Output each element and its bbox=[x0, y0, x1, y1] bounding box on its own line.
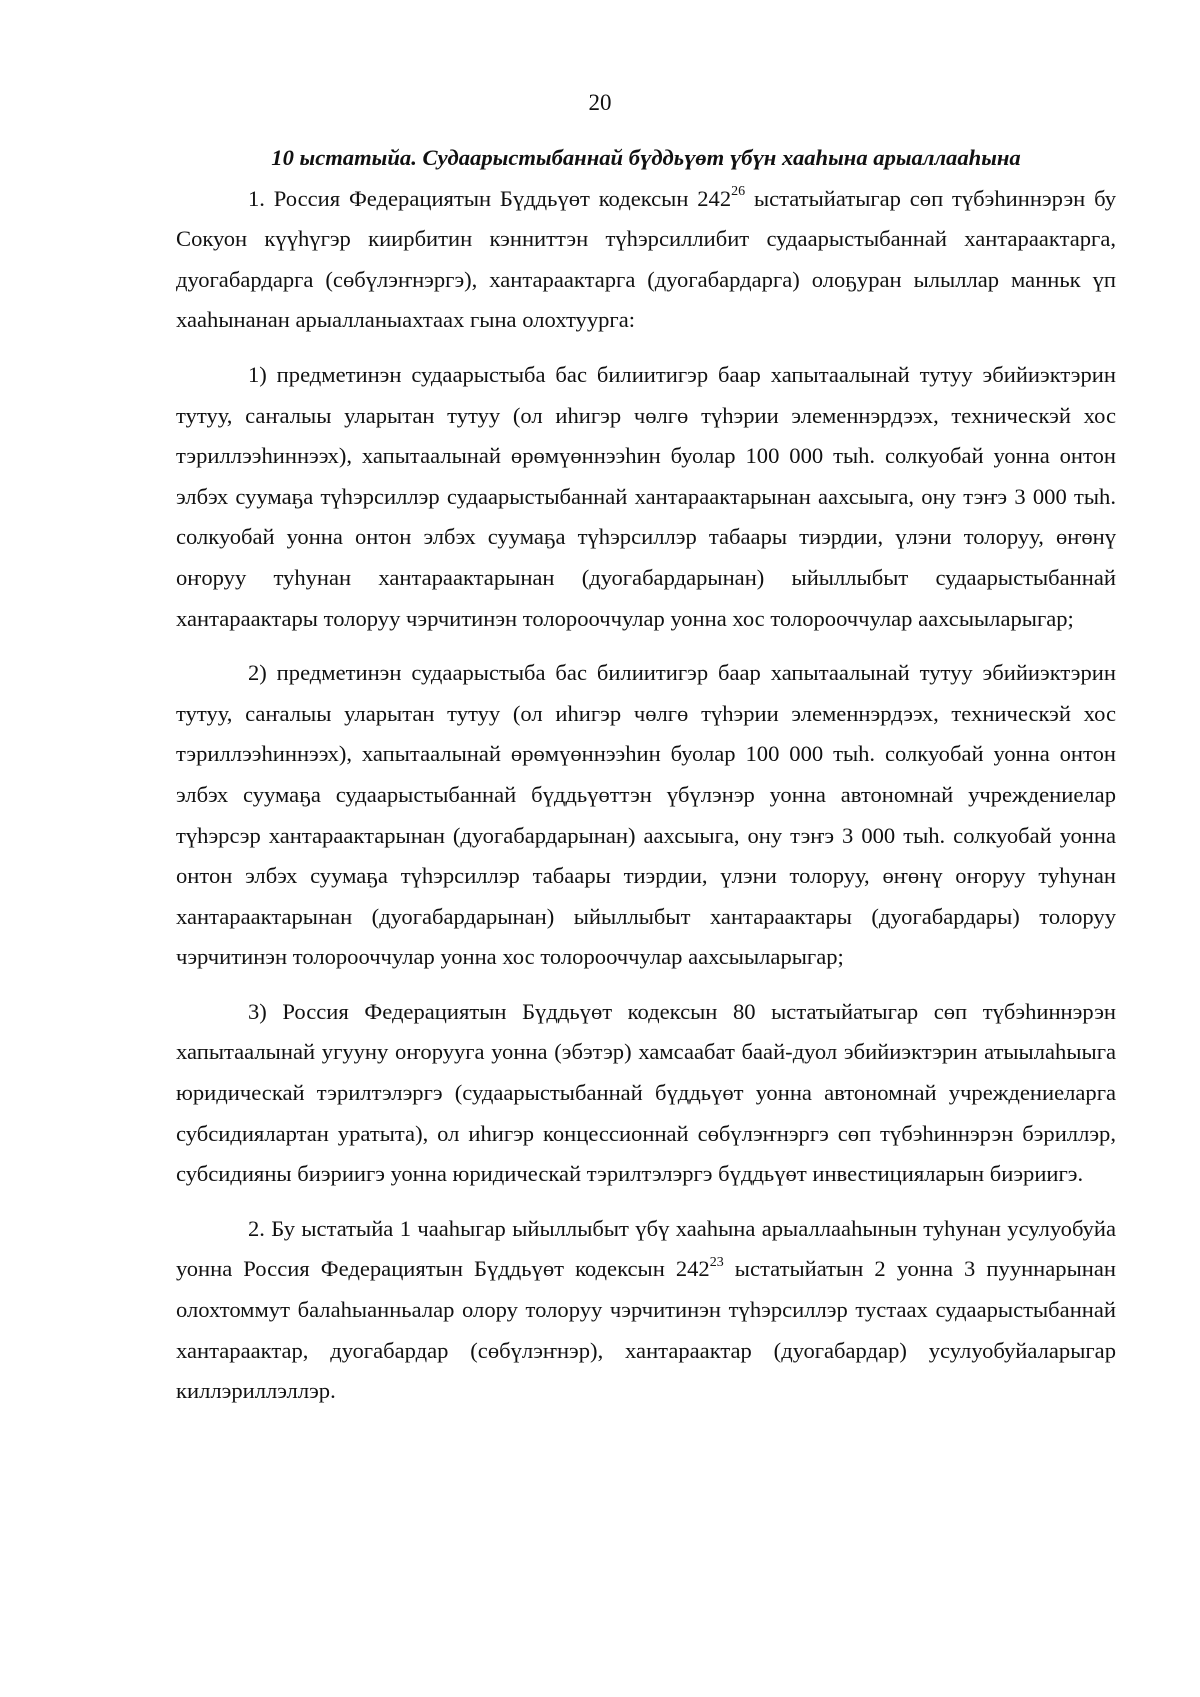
paragraph-2-text-start: 2. Бу ыстатыйа 1 чааһыгар ыйыллыбыт үбү хааһына арыаллааһынын туһунан усулуобуйа уонна Россия Федерациятын Бүддьүөт кодексын 242 bbox=[176, 1215, 1116, 1282]
page-number: 20 bbox=[588, 90, 612, 115]
paragraph-1 bbox=[176, 179, 1116, 341]
article-heading: 10 ыстатыйа. Судаарыстыбаннай бүддьүөт үбүн хааһына арыаллааһына bbox=[271, 145, 1021, 170]
subitem-2: 2) предметинэн судаарыстыба бас билиитигэр баар хапытаалынай тутуу эбийиэктэрин тутуу, саҥалыы уларытан тутуу (ол иһигэр чөлгө түһэрии элеменнэрдээх, техническэй хос тэриллээһиннээх), хапытаалынай өрөмүөннээһин буолар 100 000 тыһ. солкуобай уонна онтон элбэх суумаҕа судаарыстыбаннай бүддьүөттэн үбүлэнэр уонна автономнай учреждениелар түһэрсэр хантараактарынан (дуогабардарынан) аахсыыга, ону тэҥэ 3 000 тыһ. солкуобай уонна онтон элбэх суумаҕа түһэрсиллэр табаары тиэрдии, үлэни толоруу, өҥөнү оҥоруу туһунан хантараактарынан (дуогабардарынан) ыйыллыбыт хантараактары (дуогабардары) толоруу чэрчитинэн толорооччулар уонна хос толорооччулар аахсыыларыгар; bbox=[176, 660, 1116, 970]
paragraph-1-superscript: 26 bbox=[731, 184, 746, 200]
paragraph-1-text-end: ыстатыйатыгар сөп түбэһиннэрэн бу Сокуон күүһүгэр киирбитин кэнниттэн түһэрсиллибит судаарыстыбаннай хантараактарга, дуогабардарга (сөбүлэҥнэргэ), хантараактарга (дуогабардарга) олоҕуран ылыллар манньк үп хааһынанан арыалланыахтаах гына олохтуурга: bbox=[176, 185, 1117, 333]
subitem-3: 3) Россия Федерациятын Бүддьүөт кодексын 80 ыстатыйатыгар сөп түбэһиннэрэн хапытаалынай угууну оҥорууга уонна (эбэтэр) хамсаабат баай-дуол эбийиэктэрин атыылаһыыга юридическай тэрилтэлэргэ (судаарыстыбаннай бүддьүөт уонна автономнай учреждениеларга субсидиялартан уратыта), ол иһигэр концессионнай сөбүлэҥнэргэ сөп түбэһиннэрэн бэриллэр, субсидияны биэриигэ уонна юридическай тэрилтэлэргэ бүддьүөт инвестицияларын биэриигэ. bbox=[176, 998, 1116, 1187]
document-body bbox=[176, 138, 1116, 1412]
paragraph-2 bbox=[176, 1209, 1116, 1412]
subitem-1: 1) предметинэн судаарыстыба бас билиитигэр баар хапытаалынай тутуу эбийиэктэрин тутуу, саҥалыы уларытан тутуу (ол иһигэр чөлгө түһэрии элеменнэрдээх, техническэй хос тэриллээһиннээх), хапытаалынай өрөмүөннээһин буолар 100 000 тыһ. солкуобай уонна онтон элбэх суумаҕа түһэрсиллэр судаарыстыбаннай хантараактарынан аахсыыга, ону тэҥэ 3 000 тыһ. солкуобай уонна онтон элбэх суумаҕа түһэрсиллэр табаары тиэрдии, үлэни толоруу, өҥөнү оҥоруу туһунан хантараактарынан (дуогабардарынан) ыйыллыбыт судаарыстыбаннай хантараактары толоруу чэрчитинэн толорооччулар уонна хос толорооччулар аахсыыларыгар; bbox=[176, 361, 1116, 631]
paragraph-2-text-end: ыстатыйатын 2 уонна 3 пууннарынан олохтоммут балаһыанньалар олору толоруу чэрчитинэн түһэрсиллэр тустаах судаарыстыбаннай хантараактар, дуогабардар (сөбүлэҥнэр), хантараактар (дуогабардар) усулуобуйаларыгар киллэриллэллэр. bbox=[176, 1256, 1116, 1404]
paragraph-1-text-start: 1. Россия Федерациятын Бүддьүөт кодексын 242 bbox=[248, 185, 732, 211]
paragraph-2-superscript: 23 bbox=[709, 1254, 724, 1270]
